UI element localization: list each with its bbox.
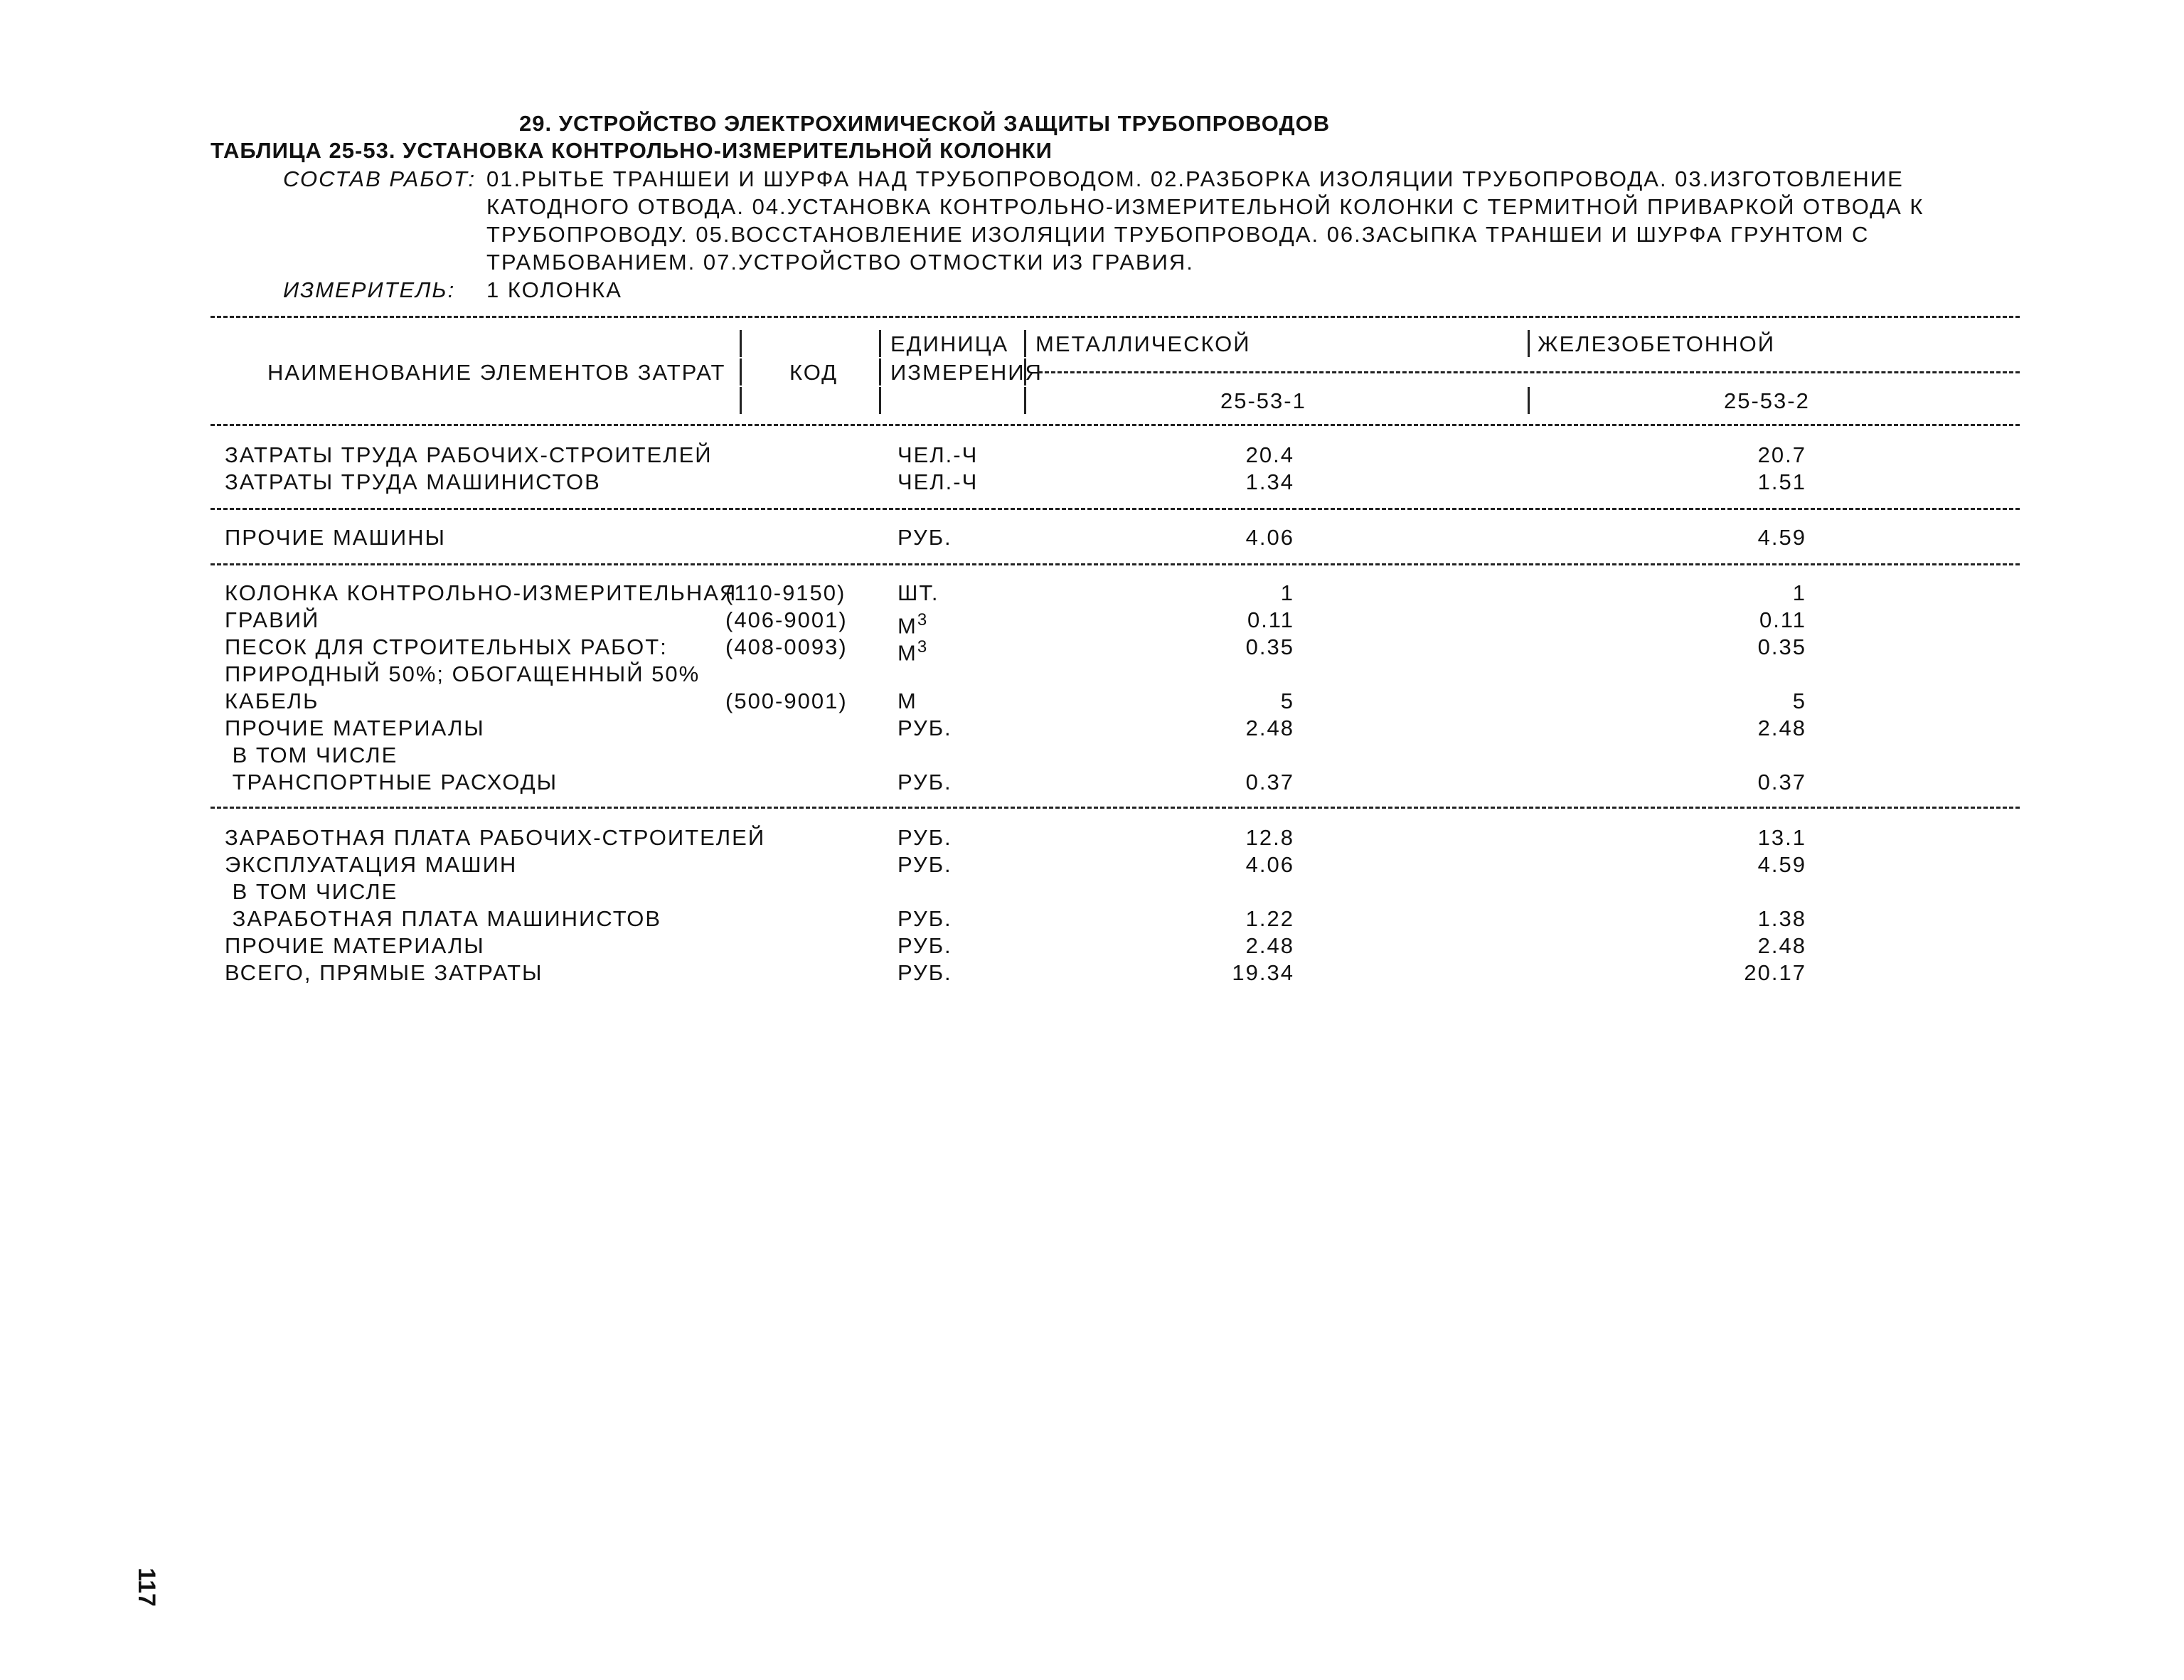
code-column-header: КОД xyxy=(789,360,838,385)
column-separator xyxy=(879,330,881,357)
unit-base: М xyxy=(897,613,917,639)
row-unit: РУБ. xyxy=(897,960,952,985)
row-name: ПРИРОДНЫЙ 50%; ОБОГАЩЕННЫЙ 50% xyxy=(225,661,701,686)
row-value-2: 13.1 xyxy=(1757,825,1806,850)
column-separator xyxy=(1528,387,1530,414)
row-value-2: 4.59 xyxy=(1757,852,1806,877)
row-code: (406-9001) xyxy=(725,607,848,632)
row-name: КАБЕЛЬ xyxy=(225,689,319,713)
unit-superscript: 3 xyxy=(917,610,929,629)
row-value-2: 0.37 xyxy=(1757,770,1806,794)
unit-header-line1: ЕДИНИЦА xyxy=(890,331,1009,356)
row-code: (408-0093) xyxy=(725,634,848,659)
row-name: ТРАНСПОРТНЫЕ РАСХОДЫ xyxy=(225,770,558,794)
row-unit: ШТ. xyxy=(897,580,939,605)
measure-value: 1 КОЛОНКА xyxy=(486,277,622,302)
column-separator xyxy=(740,387,742,414)
table-title: ТАБЛИЦА 25-53. УСТАНОВКА КОНТРОЛЬНО-ИЗМЕРИТЕЛЬНОЙ КОЛОНКИ xyxy=(211,138,1053,163)
row-value-2: 4.59 xyxy=(1757,525,1806,550)
row-value-2: 1 xyxy=(1792,580,1806,605)
row-value-1: 2.48 xyxy=(1245,716,1294,740)
section-title: 29. УСТРОЙСТВО ЭЛЕКТРОХИМИЧЕСКОЙ ЗАЩИТЫ ТРУБОПРОВОДОВ xyxy=(519,111,1331,136)
unit-header-line2: ИЗМЕРЕНИЯ xyxy=(890,360,1043,385)
row-value-1: 1.22 xyxy=(1245,906,1294,931)
row-value-2: 2.48 xyxy=(1757,716,1806,740)
column-separator xyxy=(1528,330,1530,357)
row-value-2: 20.17 xyxy=(1744,960,1806,985)
row-value-1: 5 xyxy=(1280,689,1294,713)
row-value-2: 1.38 xyxy=(1757,906,1806,931)
row-code: (110-9150) xyxy=(725,580,846,605)
row-unit: РУБ. xyxy=(897,770,952,794)
row-value-2: 0.11 xyxy=(1759,607,1806,632)
row-unit: РУБ. xyxy=(897,906,952,931)
measure-label: ИЗМЕРИТЕЛЬ: xyxy=(283,277,456,302)
code-25-53-1: 25-53-1 xyxy=(1220,388,1306,413)
column-separator xyxy=(1024,330,1026,357)
row-value-2: 1.51 xyxy=(1757,469,1806,494)
row-value-1: 12.8 xyxy=(1245,825,1294,850)
row-unit: РУБ. xyxy=(897,933,952,958)
column-separator xyxy=(879,358,881,386)
row-unit: ЧЕЛ.-Ч xyxy=(897,442,979,467)
column-separator xyxy=(1024,387,1026,414)
row-unit: РУБ. xyxy=(897,825,952,850)
row-code: (500-9001) xyxy=(725,689,848,713)
row-name: ПЕСОК ДЛЯ СТРОИТЕЛЬНЫХ РАБОТ: xyxy=(225,634,668,659)
row-unit: РУБ. xyxy=(897,852,952,877)
page-number: 117 xyxy=(132,1568,160,1607)
divider xyxy=(211,316,2020,318)
work-composition-line: 01.РЫТЬЕ ТРАНШЕИ И ШУРФА НАД ТРУБОПРОВОДОМ. 02.РАЗБОРКА ИЗОЛЯЦИИ ТРУБОПРОВОДА. 03.ИЗГОТОВЛЕНИЕ xyxy=(486,166,1904,191)
row-name: ПРОЧИЕ МАШИНЫ xyxy=(225,525,446,550)
row-name: В ТОМ ЧИСЛЕ xyxy=(225,743,398,767)
work-composition-line: ТРАМБОВАНИЕМ. 07.УСТРОЙСТВО ОТМОСТКИ ИЗ ГРАВИЯ. xyxy=(486,250,1194,275)
row-name: ЗАТРАТЫ ТРУДА РАБОЧИХ-СТРОИТЕЛЕЙ xyxy=(225,442,713,467)
row-name: ПРОЧИЕ МАТЕРИАЛЫ xyxy=(225,716,485,740)
row-unit: ЧЕЛ.-Ч xyxy=(897,469,979,494)
row-name: ЗАРАБОТНАЯ ПЛАТА МАШИНИСТОВ xyxy=(225,906,662,931)
row-value-2: 5 xyxy=(1792,689,1806,713)
row-unit: М xyxy=(897,689,917,713)
unit-base: М xyxy=(897,640,917,666)
row-name: ЭКСПЛУАТАЦИЯ МАШИН xyxy=(225,852,518,877)
row-name: В ТОМ ЧИСЛЕ xyxy=(225,879,398,904)
row-value-1: 0.35 xyxy=(1245,634,1294,659)
row-name: ВСЕГО, ПРЯМЫЕ ЗАТРАТЫ xyxy=(225,960,543,985)
row-name: ПРОЧИЕ МАТЕРИАЛЫ xyxy=(225,933,485,958)
row-value-1: 4.06 xyxy=(1245,525,1294,550)
code-25-53-2: 25-53-2 xyxy=(1724,388,1810,413)
row-value-1: 19.34 xyxy=(1232,960,1294,985)
work-composition-label: СОСТАВ РАБОТ: xyxy=(283,166,476,191)
row-value-1: 0.11 xyxy=(1247,607,1294,632)
row-value-1: 20.4 xyxy=(1245,442,1294,467)
divider xyxy=(211,807,2020,809)
row-name: ЗАРАБОТНАЯ ПЛАТА РАБОЧИХ-СТРОИТЕЛЕЙ xyxy=(225,825,766,850)
column-separator xyxy=(740,358,742,386)
column-separator xyxy=(879,387,881,414)
row-unit: РУБ. xyxy=(897,716,952,740)
row-name: ГРАВИЙ xyxy=(225,607,320,632)
group-header-metal: МЕТАЛЛИЧЕСКОЙ xyxy=(1035,331,1251,356)
divider xyxy=(211,424,2020,426)
row-value-1: 1.34 xyxy=(1245,469,1294,494)
divider xyxy=(211,563,2020,565)
row-value-1: 2.48 xyxy=(1245,933,1294,958)
row-value-1: 0.37 xyxy=(1245,770,1294,794)
row-unit xyxy=(897,634,928,666)
column-separator xyxy=(740,330,742,357)
unit-superscript: 3 xyxy=(917,637,929,656)
work-composition-line: КАТОДНОГО ОТВОДА. 04.УСТАНОВКА КОНТРОЛЬНО-ИЗМЕРИТЕЛЬНОЙ КОЛОНКИ С ТЕРМИТНОЙ ПРИВАРКОЙ ОТВОДА К xyxy=(486,194,1924,219)
row-value-2: 0.35 xyxy=(1757,634,1806,659)
row-value-1: 1 xyxy=(1280,580,1294,605)
row-value-1: 4.06 xyxy=(1245,852,1294,877)
group-header-concrete: ЖЕЛЕЗОБЕТОННОЙ xyxy=(1538,331,1775,356)
row-value-2: 20.7 xyxy=(1757,442,1806,467)
name-column-header: НАИМЕНОВАНИЕ ЭЛЕМЕНТОВ ЗАТРАТ xyxy=(267,360,726,385)
row-unit: РУБ. xyxy=(897,525,952,550)
row-name: ЗАТРАТЫ ТРУДА МАШИНИСТОВ xyxy=(225,469,601,494)
row-value-2: 2.48 xyxy=(1757,933,1806,958)
divider xyxy=(211,508,2020,510)
row-name: КОЛОНКА КОНТРОЛЬНО-ИЗМЕРИТЕЛЬНАЯ xyxy=(225,580,737,605)
divider xyxy=(1038,371,2020,373)
work-composition-line: ТРУБОПРОВОДУ. 05.ВОССТАНОВЛЕНИЕ ИЗОЛЯЦИИ ТРУБОПРОВОДА. 06.ЗАСЫПКА ТРАНШЕИ И ШУРФА ГРУНТОМ С xyxy=(486,222,1870,247)
